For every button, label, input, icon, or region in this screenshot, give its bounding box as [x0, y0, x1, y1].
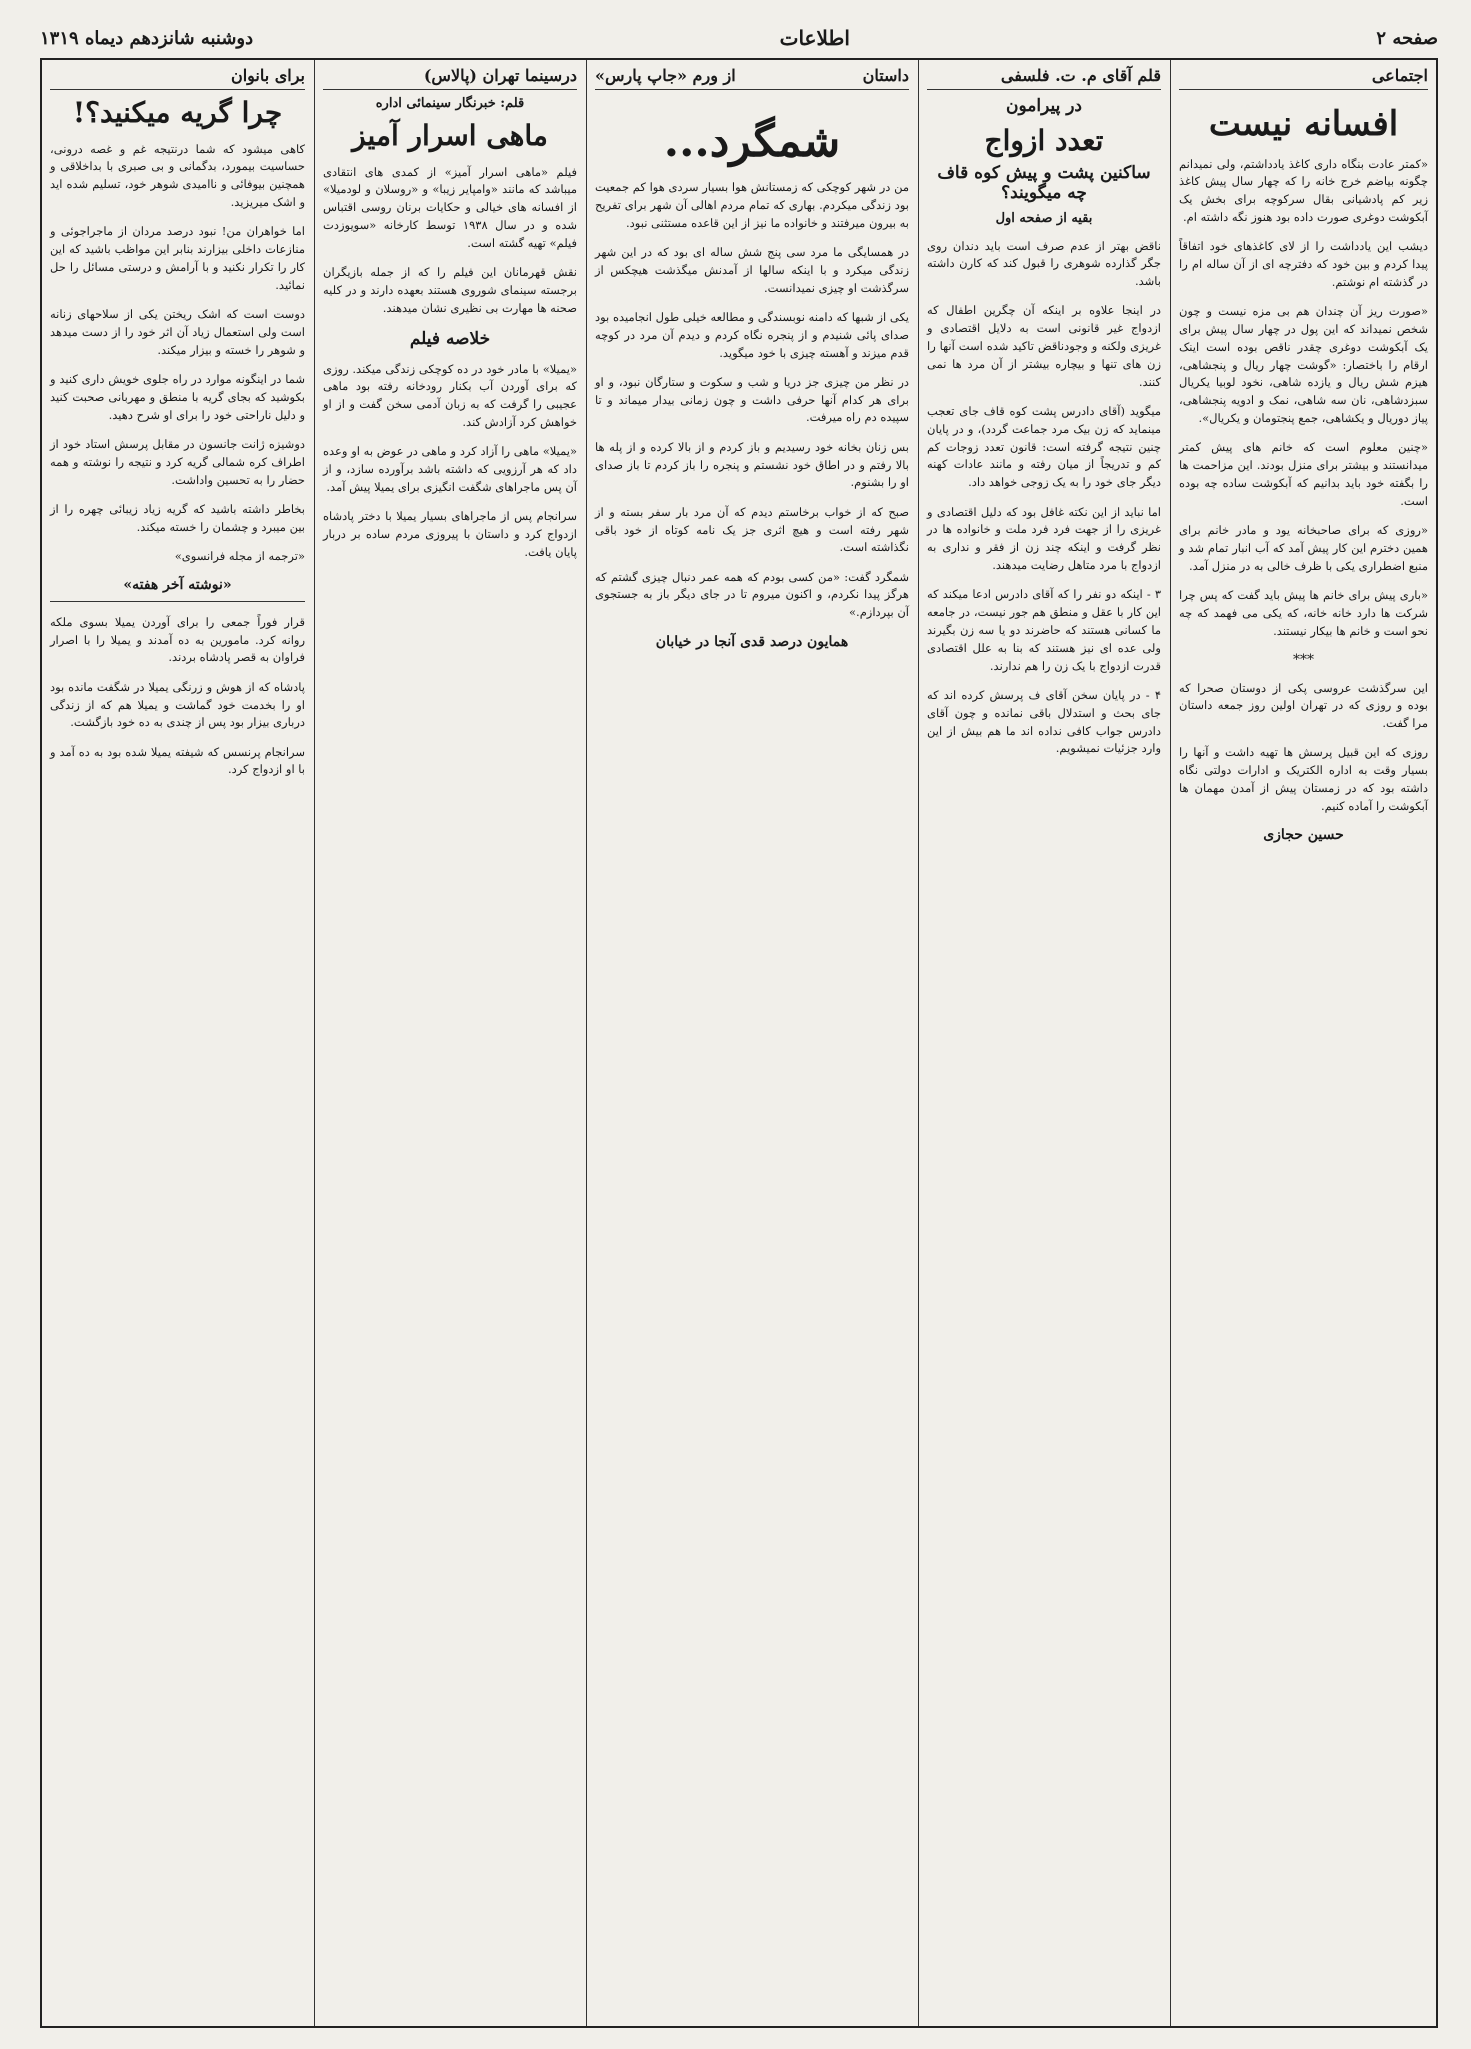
- column-divider: [586, 60, 587, 2026]
- paragraph: ۳ - اینکه دو نفر را که آقای دادرس ادعا میکند که این کار با عقل و منطق هم جور نیست، در جامعه ما کسانی هستند که حاضرند دو یا سه زن بگیرند ولی عده ای نیز هستند که بنا به علل اقتصادی قدرت ازدواج با یک زن را هم ندارند.: [927, 587, 1161, 673]
- paragraph: در نظر من چیزی جز دریا و شب و سکوت و ستارگان نبود، و او برای هر کدام آنها حرفی داشت و چون زمانی بیدار میماند و تا سپیده دم راه میرفت.: [595, 374, 909, 425]
- continuation-note: بقیه از صفحه اول: [995, 211, 1093, 226]
- paragraph: ناقض بهتر از عدم صرف است باید دندان روی جگر گذارده شوهری را قبول کند که کارن داشته باشد.: [927, 238, 1161, 289]
- column-story: [587, 60, 917, 2026]
- story-title: شمگرد...: [663, 116, 841, 167]
- paragraph: «یمیلا» با مادر خود در ده کوچکی زندگی میکند. روزی که برای آوردن آب بکنار رودخانه رفته بود ماهی عجیبی را گرفت که به زبان آدمی سخن گفت و از او خواهش کرد آزادش کند.: [323, 361, 577, 429]
- paragraph: نقش قهرمانان این فیلم را که از جمله بازیگران برجسته سینمای شوروی هستند بعهده دارند و در کلیه صحنه ها مهارت بی نظیری نشان میدهند.: [323, 265, 577, 315]
- page-label: صفحه ۲: [1376, 27, 1438, 49]
- newspaper-page: [40, 58, 1438, 2028]
- paragraph: این سرگذشت عروسی پکی از دوستان صحرا که بوده و روزی که در تهران اولین روز جمعه داستان مرا گفت.: [1179, 680, 1428, 731]
- paragraph: سرانجام پس از ماجراهای بسیار یمیلا با دختر پادشاه ازدواج کرد و داستان با پیروزی مردم ساده بر دربار پایان یافت.: [323, 509, 577, 559]
- film-review: [323, 164, 577, 318]
- paragraph: بس زنان بخانه خود رسیدیم و باز کردم و از بالا کرده و از پله ها بالا رفتم و در اطاق خود نشستم و پنجره را باز کردم تا باز صدای او را بشنوم.: [595, 439, 909, 490]
- author-signature: حسین حجازی: [1263, 827, 1344, 844]
- section-tag: قلم آقای م. ت. فلسفی: [927, 66, 1161, 90]
- column-cinema: [315, 60, 585, 2026]
- article-title: تعدد ازواج: [984, 124, 1104, 157]
- paragraph: دوست است که اشک ریختن یکی از سلاحهای زنانه است ولی استعمال زیاد آن اثر خود را از دست میدهد و شوهر را خسته و بیزار میکند.: [50, 307, 305, 357]
- paragraph: «چنین معلوم است که خانم های پیش کمتر میدانستند و بیشتر برای منزل بودند. این مزاحمت ها را بگفته خود باید بدانیم که آبکوشت ساده چه بوده است.: [1179, 440, 1428, 508]
- story-body: [595, 179, 909, 622]
- paragraph: در اینجا علاوه بر اینکه آن چگرین اطفال که ازدواج غیر قانونی است به دلایل اقتصادی و غریزی ولکنه و وجودناقض تاکید شده است آنها را زن های تنها و بیچاره بیشتر از آن مرد ها نمی کنند.: [927, 303, 1161, 389]
- paragraph: اما نباید از این نکته غافل بود که دلیل اقتصادی و غریزی را از جهت فرد فرد ملت و خانواده ها در نظر گرفت و اینکه چند زن از فقر و نداری به ازدواج با مرد متاهل رضایت میدهند.: [927, 504, 1161, 572]
- paragraph: ۴ - در پایان سخن آقای ف پرسش کرده اند که جای بحث و استدلال باقی نمانده و چون آقای دادرس جواب کافی نداده اند ما هم بیش از این وارد جزئیات نمیشویم.: [927, 687, 1161, 756]
- paragraph: در همسایگی ما مرد سی پنج شش ساله ای بود که در این شهر زندگی میکرد و با اینکه سالها از آمدنش میگذشت هیچکس از سرگذشت او چیزی نمیدانست.: [595, 244, 909, 295]
- section-tag: برای بانوان: [50, 66, 305, 90]
- paragraph: قرار فوراً جمعی را برای آوردن یمیلا بسوی ملکه روانه کرد. مامورین به ده آمدند و یمیلا را با اصرار فراوان به قصر پادشاه بردند.: [50, 614, 305, 665]
- paragraph: «باری پیش برای خانم ها پیش باید گفت که پس چرا شرکت ها دارد خانه خانه، که یکی می فهمد که چه نحو است و خانم ها بیکار نیستند.: [1179, 588, 1428, 638]
- paragraph: «صورت ریز آن چندان هم بی مزه نیست و چون شخص نمیداند که این پول در چهار سال پیش برای یک آبکوشت دوغری چقدر ناقص بوده است اینک ارقام را باختصار: «گوشت چهار ریال و پنجشاهی، هیزم شش ریال و یازده شاهی، نخود لوبیا یکریال سبزدشاهی، نان سه شاهی، نمک و ادویه پنجشاهی، پیاز دوریال و یکشاهی، جمع پنجتومان و یکریال».: [1179, 304, 1428, 426]
- divider: [50, 601, 305, 602]
- column-divider: [918, 60, 919, 2026]
- paragraph: «یمیلا» ماهی را آزاد کرد و ماهی در عوض به او وعده داد که هر آرزویی که داشته باشد برآورده سازد، و از آن پس ماجراهای شگفت انگیزی برای یمیلا پیش آمد.: [323, 444, 577, 494]
- article-title: چرا گریه میکنید؟!: [72, 96, 283, 129]
- source-note: «نوشته آخر هفته»: [123, 577, 232, 594]
- paragraph: پادشاه که از هوش و زرنگی یمیلا در شگفت مانده بود او را بخدمت خود گماشت و یمیلا هم که از زندگی درباری بیزار بود پس از چندی به ده خود بازگشت.: [50, 679, 305, 730]
- summary-heading: خلاصه فیلم: [409, 329, 491, 349]
- newspaper-name: اطلاعات: [779, 26, 850, 50]
- paragraph: روزی که این قبیل پرسش ها تهیه داشت و آنها را بسیار وقت به اداره الکتریک و ادارات دولتی نگاه داشته بود که در زمستان پیش از آمدن مهمان ها آبکوشت را آماده کنیم.: [1179, 745, 1428, 813]
- paragraph: کاهی میشود که شما درنتیجه غم و غصه درونی، حساسیت بیمورد، بدگمانی و بی صبری با بداخلاقی و همچنین بیوفائی و ناامیدی شوهر خود، تسلیم شده اید و اشک میریزید.: [50, 141, 305, 209]
- article-body-lower: [1179, 680, 1428, 816]
- article-body: [927, 238, 1161, 759]
- article-subtitle: ساکنین پشت و پیش کوه قاف چه میگویند؟: [937, 163, 1151, 203]
- paragraph: «روزی که برای صاحبخانه یود و مادر خانم برای همین دخترم این کار پیش آمد که آب انبار تمام شد و منبع اضطراری یکی با ظرف خالی به در منزل آمد.: [1179, 523, 1428, 573]
- paragraph: «کمتر عادت بنگاه داری کاغذ یادداشتم، ولی نمیدانم چگونه بیاضم خرج خانه را که چهار سال پیش کاغذ زیر کم پادشیانی بقال سرکوچه برای بخش یک آبکوشت دوغری صورت داده بود هنوز نگه داشته ام.: [1179, 156, 1428, 224]
- paragraph: دیشب این یادداشت را از لای کاغذهای خود اتفاقاً پیدا کردم و بین خود که دفترچه ای از آن ساله ام را در گذشته ام نوشتم.: [1179, 239, 1428, 289]
- byline: قلم: خبرنگار سینمائی اداره: [375, 96, 525, 111]
- paragraph: من در شهر کوچکی که زمستانش هوا بسیار سردی هوا کم جمعیت بود زندگی میکردم. بهاری که تمام مردم اهالی آن شهر برای تفریح به بیرون میرفتند و خانواده ما نیز از این قاعده مستثنی نبود.: [595, 180, 909, 230]
- continued-story: [50, 614, 305, 780]
- paragraph: بخاطر داشته باشید که گریه زیاد زیبائی چهره را از بین میبرد و چشمان را خسته میکند.: [50, 501, 305, 534]
- section-tag: اجتماعی: [1179, 66, 1428, 90]
- article-body: [1179, 156, 1428, 641]
- paragraph: «ترجمه از مجله فرانسوی»: [174, 548, 305, 563]
- article-body: [50, 141, 305, 566]
- paragraph: میگوید (آقای دادرس پشت کوه قاف جای تعجب مینماید که زن بیک مرد جماعت گردد)، و در پایان چنین نتیجه گرفته است: قانون تعدد زوجات کم کم و تدریجاً از میان رفته و مانند عادات کهنه دیگر جای خود را به یک زوجی خواهد داد.: [927, 404, 1161, 490]
- column-divider: [1170, 60, 1171, 2026]
- issue-date: دوشنبه شانزدهم دیماه ۱۳۱۹: [40, 27, 254, 49]
- column-women: [42, 60, 313, 2026]
- paragraph: اما خواهران من! نبود درصد مردان از ماجراجوئی و منازعات داخلی بیزارند بنابر این مواظب باشید که این کار را تکرار نکنید و با آرامش و درستی مسائل را حل نمائید.: [50, 224, 305, 292]
- film-summary: [323, 361, 577, 562]
- column-social: [1171, 60, 1436, 2026]
- author-signature: همایون درصد قدی آنجا در خیابان: [655, 633, 849, 650]
- section-tag: درسینما تهران (پالاس): [323, 66, 577, 90]
- paragraph: شمگرد گفت: «من کسی بودم که همه عمر دنبال چیزی گشتم که هرگز پیدا نکردم، و اکنون میروم تا در جای دیگر باز به جستجوی آن بپردازم.»: [595, 569, 909, 620]
- film-title: ماهی اسرار آمیز: [352, 119, 548, 152]
- article-pretitle: در پیرامون: [1005, 96, 1083, 116]
- masthead: [40, 18, 1438, 58]
- paragraph: دوشیزه ژانت جانسون در مقابل پرسش استاد خود از اطراف کره شمالی گریه کرد و نتیجه را نوشته و همه حضار را به تحسین واداشت.: [50, 436, 305, 487]
- separator-stars: ***: [1293, 652, 1314, 668]
- paragraph: یکی از شبها که دامنه نوبسندگی و مطالعه خیلی طول انجامیده بود صدای پائی شنیدم و از پنجره نگاه کردم و دیدم آن مرد در کوچه قدم میزند و آهسته چیزی با خود میگوید.: [595, 309, 909, 360]
- article-title: افسانه نیست: [1208, 104, 1399, 144]
- section-tag: داستان از ورم «جاپ پارس»: [595, 66, 909, 90]
- paragraph: سرانجام پرنسس که شیفته یمیلا شده بود به ده آمد و با او ازدواج کرد.: [50, 744, 305, 777]
- paragraph: صبح که از خواب برخاستم دیدم که آن مرد بار سفر بسته و از شهر رفته است و هیچ اثری جز یک نامه کوتاه از خود باقی نگذاشته است.: [595, 504, 909, 555]
- column-divider: [314, 60, 315, 2026]
- paragraph: شما در اینگونه موارد در راه جلوی خویش داری کنید و بکوشید که بجای گریه با منطق و مهربانی صحبت کنید و دلیل ناراحتی خود را برای او شرح دهید.: [50, 371, 305, 422]
- column-polygamy: [919, 60, 1169, 2026]
- paragraph: فیلم «ماهی اسرار آمیز» از کمدی های انتقادی میباشد که مانند «وامپایر زیبا» و «روسلان و لودمیلا» از افسانه های خیالی و حکایات برنان روسی اقتباس شده و در سال ۱۹۳۸ توسط کارخانه «سویوزدت فیلم» تهیه گشته است.: [323, 164, 577, 250]
